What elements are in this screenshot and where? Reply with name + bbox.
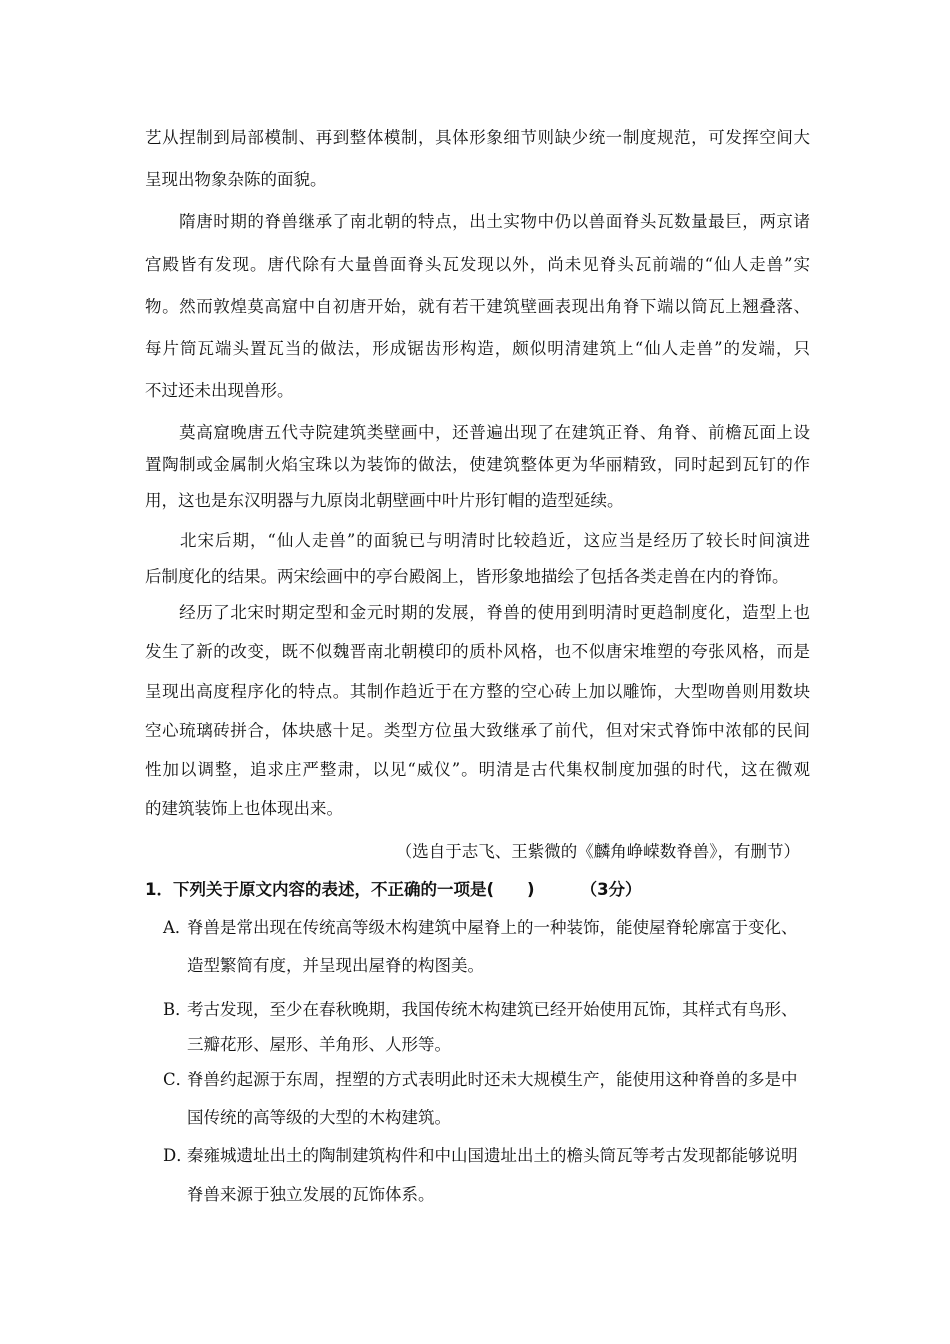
option-text: 脊兽约起源于东周，捏塑的方式表明此时还未大规模生产，能使用这种脊兽的多是中 [187,1070,798,1089]
option-text: 脊兽是常出现在传统高等级木构建筑中屋脊上的一种装饰，能使屋脊轮廓富于变化、 [187,918,798,937]
option-d-continued: 脊兽来源于独立发展的瓦饰体系。 [187,1185,435,1204]
passage-line: 经历了北宋时期定型和金元时期的发展，脊兽的使用到明清时更趋制度化，造型上也 [145,603,810,622]
question-stem [145,880,642,900]
passage-line: 置陶制或金属制火焰宝珠以为装饰的做法，使建筑整体更为华丽精致，同时起到瓦钉的作 [145,455,810,474]
passage-line: 发生了新的改变，既不似魏晋南北朝模印的质朴风格，也不似唐宋堆塑的夸张风格，而是 [145,642,810,661]
passage-line: 隋唐时期的脊兽继承了南北朝的特点，出土实物中仍以兽面脊头瓦数量最巨，两京诸 [145,212,810,231]
option-letter: A． [163,918,192,937]
passage-line: 用，这也是东汉明器与九原岗北朝壁画中叶片形钉帽的造型延续。 [145,491,624,510]
option-c[interactable] [163,1070,810,1090]
question-score: （3分） [580,880,642,899]
passage-line: 每片筒瓦端头置瓦当的做法，形成锯齿形构造，颇似明清建筑上“仙人走兽”的发端，只 [145,339,810,358]
option-letter: B． [163,1000,192,1019]
option-text: 秦雍城遗址出土的陶制建筑构件和中山国遗址出土的檐头筒瓦等考古发现都能够说明 [187,1146,798,1165]
passage-line: 莫高窟晚唐五代寺院建筑类壁画中，还普遍出现了在建筑正脊、角脊、前檐瓦面上设 [145,423,810,442]
option-a[interactable] [163,918,810,938]
passage-line: 呈现出高度程序化的特点。其制作趋近于在方整的空心砖上加以雕饰，大型吻兽则用数块 [145,682,810,701]
passage-line: 艺从捏制到局部模制、再到整体模制，具体形象细节则缺少统一制度规范，可发挥空间大 [145,128,810,147]
passage-line: 性加以调整，追求庄严整肃，以见“威仪”。明清是古代集权制度加强的时代，这在微观 [145,760,810,779]
passage-line: 宫殿皆有发现。唐代除有大量兽面脊头瓦发现以外，尚未见脊头瓦前端的“仙人走兽”实 [145,255,810,274]
passage-line: 物。然而敦煌莫高窟中自初唐开始，就有若干建筑壁画表现出角脊下端以筒瓦上翘叠落、 [145,297,810,316]
passage-line: 空心琉璃砖拼合，体块感十足。类型方位虽大致继承了前代，但对宋式脊饰中浓郁的民间 [145,721,810,740]
passage-line: 北宋后期，“仙人走兽”的面貌已与明清时比较趋近，这应当是经历了较长时间演进 [145,531,810,550]
option-letter: C． [163,1070,193,1089]
passage-line: 呈现出物象杂陈的面貌。 [145,170,327,189]
passage-line: 的建筑装饰上也体现出来。 [145,799,343,818]
option-d[interactable] [163,1146,810,1166]
passage-line: 后制度化的结果。两宋绘画中的亭台殿阁上，皆形象地描绘了包括各类走兽在内的脊饰。 [145,567,789,586]
question-text: 1．下列关于原文内容的表述，不正确的一项是( ) [145,880,535,899]
option-letter: D． [163,1146,193,1165]
option-b-continued: 三瓣花形、屋形、羊角形、人形等。 [187,1035,451,1054]
option-c-continued: 国传统的高等级的大型的木构建筑。 [187,1108,451,1127]
option-a-continued: 造型繁简有度，并呈现出屋脊的构图美。 [187,956,484,975]
passage-line: 不过还未出现兽形。 [145,381,294,400]
option-text: 考古发现，至少在春秋晚期，我国传统木构建筑已经开始使用瓦饰，其样式有鸟形、 [187,1000,798,1019]
passage-source: （选自于志飞、王紫微的《麟角峥嵘数脊兽》，有删节） [395,842,800,861]
option-b[interactable] [163,1000,810,1020]
